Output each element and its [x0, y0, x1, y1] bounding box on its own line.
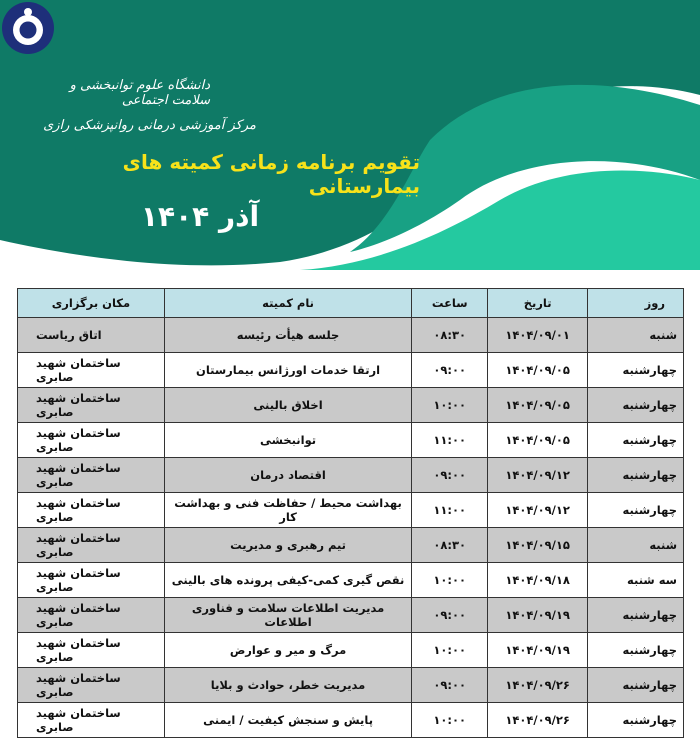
row-time: ۰۹:۰۰ [412, 668, 488, 703]
row-date: ۱۴۰۴/۰۹/۲۶ [488, 668, 588, 703]
row-location: ساختمان شهید صابری [18, 633, 165, 668]
row-date: ۱۴۰۴/۰۹/۰۵ [488, 423, 588, 458]
row-day: چهارشنبه [588, 423, 684, 458]
table-row [18, 703, 684, 738]
row-committee: مدیریت خطر، حوادث و بلایا [164, 668, 411, 703]
header-background [0, 0, 700, 270]
row-date: ۱۴۰۴/۰۹/۱۲ [488, 493, 588, 528]
table-row [18, 633, 684, 668]
header-location: مکان برگزاری [18, 289, 165, 318]
row-day: چهارشنبه [588, 703, 684, 738]
center-name: مرکز آموزشی درمانی روانپزشکی رازی [43, 118, 256, 133]
row-location: ساختمان شهید صابری [18, 458, 165, 493]
row-location: ساختمان شهید صابری [18, 388, 165, 423]
row-date: ۱۴۰۴/۰۹/۰۵ [488, 353, 588, 388]
row-time: ۰۸:۳۰ [412, 318, 488, 353]
table-row [18, 388, 684, 423]
row-day: چهارشنبه [588, 493, 684, 528]
row-date: ۱۴۰۴/۰۹/۰۵ [488, 388, 588, 423]
row-day: چهارشنبه [588, 668, 684, 703]
row-time: ۱۱:۰۰ [412, 423, 488, 458]
header-committee: نام کمیته [164, 289, 411, 318]
row-location: ساختمان شهید صابری [18, 563, 165, 598]
row-committee: پایش و سنجش کیفیت / ایمنی [164, 703, 411, 738]
university-logo-icon [0, 0, 56, 58]
header-time: ساعت [412, 289, 488, 318]
row-date: ۱۴۰۴/۰۹/۱۹ [488, 598, 588, 633]
row-date: ۱۴۰۴/۰۹/۲۶ [488, 703, 588, 738]
row-committee: ارتقا خدمات اورژانس بیمارستان [164, 353, 411, 388]
row-date: ۱۴۰۴/۰۹/۱۵ [488, 528, 588, 563]
row-day: چهارشنبه [588, 353, 684, 388]
row-day: چهارشنبه [588, 458, 684, 493]
row-committee: مدیریت اطلاعات سلامت و فناوری اطلاعات [164, 598, 411, 633]
row-location: ساختمان شهید صابری [18, 668, 165, 703]
row-committee: مرگ و میر و عوارض [164, 633, 411, 668]
row-day: شنبه [588, 528, 684, 563]
table-row [18, 563, 684, 598]
table-row [18, 668, 684, 703]
row-location: ساختمان شهید صابری [18, 598, 165, 633]
committee-schedule-table [17, 288, 684, 738]
row-time: ۰۸:۳۰ [412, 528, 488, 563]
row-day: چهارشنبه [588, 633, 684, 668]
header-date: تاریخ [488, 289, 588, 318]
row-date: ۱۴۰۴/۰۹/۱۲ [488, 458, 588, 493]
row-committee: توانبخشی [164, 423, 411, 458]
row-location: اتاق ریاست [18, 318, 165, 353]
row-committee: نقص گیری کمی-کیفی پرونده های بالینی [164, 563, 411, 598]
row-time: ۱۰:۰۰ [412, 633, 488, 668]
row-location: ساختمان شهید صابری [18, 423, 165, 458]
table-row [18, 353, 684, 388]
row-committee: اقتصاد درمان [164, 458, 411, 493]
table-row [18, 528, 684, 563]
row-day: چهارشنبه [588, 388, 684, 423]
row-committee: اخلاق بالینی [164, 388, 411, 423]
row-committee: جلسه هیأت رئیسه [164, 318, 411, 353]
table-row [18, 493, 684, 528]
row-committee: بهداشت محیط / حفاظت فنی و بهداشت کار [164, 493, 411, 528]
row-day: سه شنبه [588, 563, 684, 598]
row-day: شنبه [588, 318, 684, 353]
row-location: ساختمان شهید صابری [18, 703, 165, 738]
month-title: آذر ۱۴۰۴ [140, 200, 260, 233]
table-row [18, 318, 684, 353]
page-title: تقویم برنامه زمانی کمیته های بیمارستانی [122, 150, 420, 198]
header-banner [0, 0, 700, 270]
row-committee: تیم رهبری و مدیریت [164, 528, 411, 563]
row-location: ساختمان شهید صابری [18, 528, 165, 563]
row-time: ۰۹:۰۰ [412, 353, 488, 388]
row-time: ۱۱:۰۰ [412, 493, 488, 528]
table-row [18, 458, 684, 493]
row-location: ساختمان شهید صابری [18, 493, 165, 528]
header-day: روز [588, 289, 684, 318]
table-header-row [18, 289, 684, 318]
row-date: ۱۴۰۴/۰۹/۱۹ [488, 633, 588, 668]
row-day: چهارشنبه [588, 598, 684, 633]
row-time: ۱۰:۰۰ [412, 563, 488, 598]
row-time: ۰۹:۰۰ [412, 458, 488, 493]
university-name: دانشگاه علوم توانبخشی و سلامت اجتماعی [69, 78, 210, 108]
row-time: ۱۰:۰۰ [412, 388, 488, 423]
row-location: ساختمان شهید صابری [18, 353, 165, 388]
table-row [18, 598, 684, 633]
row-time: ۱۰:۰۰ [412, 703, 488, 738]
row-date: ۱۴۰۴/۰۹/۱۸ [488, 563, 588, 598]
row-time: ۰۹:۰۰ [412, 598, 488, 633]
table-row [18, 423, 684, 458]
row-date: ۱۴۰۴/۰۹/۰۱ [488, 318, 588, 353]
